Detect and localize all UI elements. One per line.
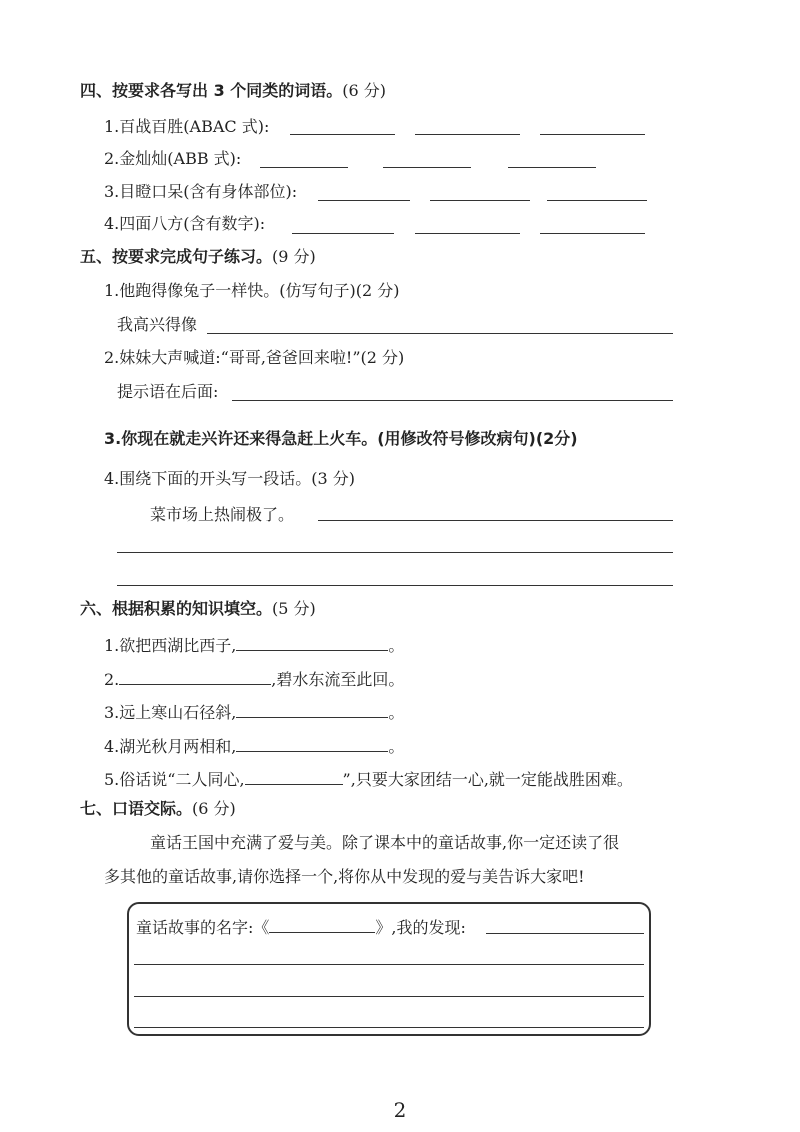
section5-heading xyxy=(80,246,316,268)
answer-line[interactable] xyxy=(232,400,673,401)
story-name-label: 童话故事的名字:《 xyxy=(136,918,270,937)
answer-blank[interactable] xyxy=(236,632,388,651)
answer-blank[interactable] xyxy=(245,766,343,785)
section6-item-1 xyxy=(104,632,404,657)
discovery-label: 》,我的发现: xyxy=(375,918,466,937)
section5-q4-lead xyxy=(150,504,294,526)
question-prompt: 2.妹妹大声喊道:“哥哥,爸爸回来啦!”(2 分) xyxy=(104,348,405,367)
section7-title: 七、口语交际。 xyxy=(80,799,193,818)
section5-title: 五、按要求完成句子练习。 xyxy=(80,247,273,266)
section4-item-2 xyxy=(104,148,241,170)
section7-text-1 xyxy=(150,832,619,854)
answer-blank[interactable] xyxy=(540,233,645,234)
section5-q4 xyxy=(104,468,355,490)
verse-text: ,碧水东流至此回。 xyxy=(271,670,405,689)
section4-item-4 xyxy=(104,213,265,235)
section6-item-2 xyxy=(104,666,404,691)
answer-blank[interactable] xyxy=(260,167,348,168)
item-label: 3.目瞪口呆(含有身体部位): xyxy=(104,182,298,201)
verse-punct: 。 xyxy=(388,703,405,722)
item-label: 2.金灿灿(ABB 式): xyxy=(104,149,242,168)
section7-heading xyxy=(80,798,236,820)
answer-line[interactable] xyxy=(486,933,644,934)
answer-blank[interactable] xyxy=(292,233,394,234)
answer-blank[interactable] xyxy=(236,733,388,752)
item-label: 4.四面八方(含有数字): xyxy=(104,214,266,233)
answer-lead: 菜市场上热闹极了。 xyxy=(150,505,295,524)
prompt-text: 多其他的童话故事,请你选择一个,将你从中发现的爱与美告诉大家吧! xyxy=(104,867,585,886)
section5-q1-lead xyxy=(117,314,197,336)
answer-blank[interactable] xyxy=(415,233,520,234)
page-number: 2 xyxy=(393,1098,407,1122)
item-label: 1.百战百胜(ABAC 式): xyxy=(104,117,270,136)
verse-text: 5.俗话说“二人同心, xyxy=(104,770,245,789)
verse-text: ”,只要大家团结一心,就一定能战胜困难。 xyxy=(342,770,633,789)
section7-text-2 xyxy=(104,866,585,888)
section6-title: 六、根据积累的知识填空。 xyxy=(80,599,273,618)
section5-score: (9 分) xyxy=(272,247,316,266)
question-prompt: 3.你现在就走兴许还来得急赶上火车。(用修改符号修改病句)(2分) xyxy=(104,429,578,448)
answer-blank[interactable] xyxy=(119,666,271,685)
answer-lead: 提示语在后面: xyxy=(117,382,219,401)
answer-line[interactable] xyxy=(207,333,673,334)
section6-score: (5 分) xyxy=(272,599,316,618)
section4-title: 四、按要求各写出 3 个同类的词语。 xyxy=(80,81,343,100)
answer-blank[interactable] xyxy=(236,699,388,718)
verse-text: 4.湖光秋月两相和, xyxy=(104,737,237,756)
verse-punct: 。 xyxy=(388,737,405,756)
section7-score: (6 分) xyxy=(192,799,236,818)
box-label xyxy=(136,914,466,939)
section5-q3 xyxy=(104,428,578,450)
section5-q1 xyxy=(104,280,400,302)
answer-line[interactable] xyxy=(117,552,673,553)
section4-item-1 xyxy=(104,116,269,138)
answer-blank[interactable] xyxy=(318,200,410,201)
answer-line[interactable] xyxy=(134,964,644,965)
verse-punct: 。 xyxy=(388,636,405,655)
answer-blank[interactable] xyxy=(290,134,395,135)
question-prompt: 4.围绕下面的开头写一段话。(3 分) xyxy=(104,469,356,488)
answer-line[interactable] xyxy=(134,1027,644,1028)
section6-item-4 xyxy=(104,733,404,758)
section4-item-3 xyxy=(104,181,297,203)
answer-blank[interactable] xyxy=(547,200,647,201)
verse-text: 2. xyxy=(104,670,120,689)
section6-heading xyxy=(80,598,316,620)
section6-item-3 xyxy=(104,699,404,724)
answer-blank[interactable] xyxy=(430,200,530,201)
verse-text: 1.欲把西湖比西子, xyxy=(104,636,237,655)
answer-line[interactable] xyxy=(117,585,673,586)
section4-score: (6 分) xyxy=(342,81,387,100)
answer-blank[interactable] xyxy=(415,134,520,135)
section5-q2-lead xyxy=(117,381,218,403)
verse-text: 3.远上寒山石径斜, xyxy=(104,703,237,722)
answer-blank[interactable] xyxy=(508,167,596,168)
section6-item-5 xyxy=(104,766,633,791)
answer-line[interactable] xyxy=(318,520,673,521)
question-prompt: 1.他跑得像兔子一样快。(仿写句子)(2 分) xyxy=(104,281,400,300)
answer-blank[interactable] xyxy=(383,167,471,168)
section4-heading xyxy=(80,80,386,102)
section5-q2 xyxy=(104,347,404,369)
answer-blank[interactable] xyxy=(540,134,645,135)
story-name-blank[interactable] xyxy=(269,914,375,933)
answer-line[interactable] xyxy=(134,996,644,997)
answer-lead: 我高兴得像 xyxy=(117,315,198,334)
prompt-text: 童话王国中充满了爱与美。除了课本中的童话故事,你一定还读了很 xyxy=(150,833,620,852)
